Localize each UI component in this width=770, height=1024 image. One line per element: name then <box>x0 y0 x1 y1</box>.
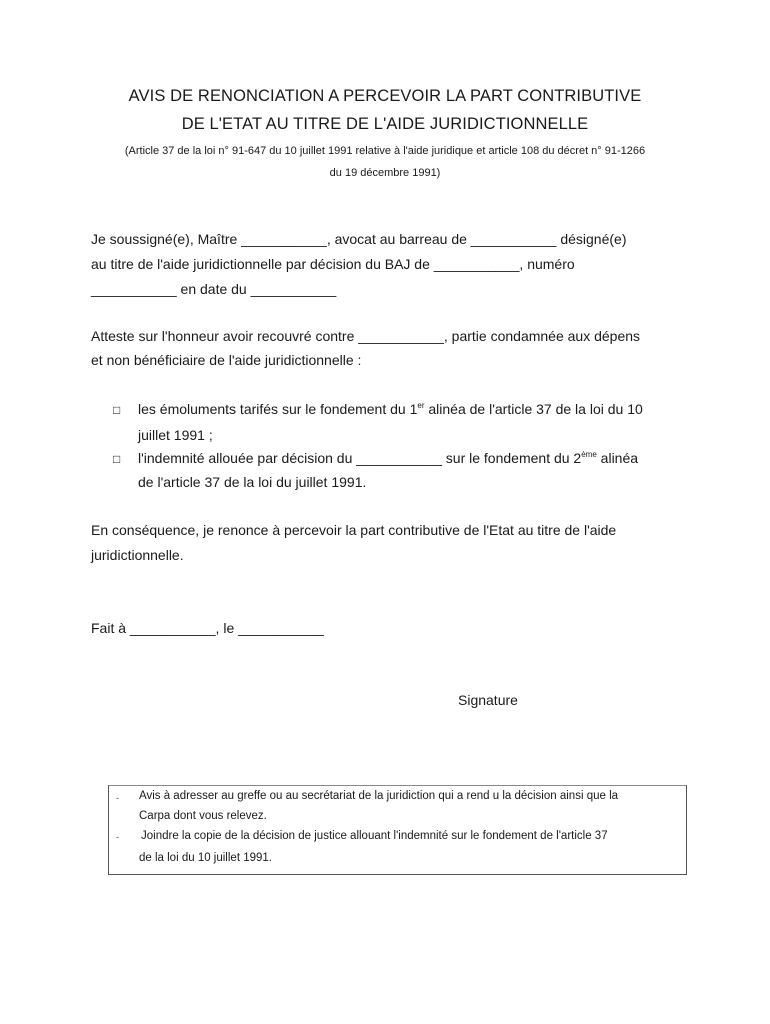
instructions-box <box>108 785 687 875</box>
instruction-1-line2-text: Carpa dont vous relevez. <box>139 810 267 822</box>
checkbox-indemnite[interactable]: □ <box>113 452 121 466</box>
option-emoluments-line2: juillet 1991 ; <box>138 427 213 443</box>
option-indemnite-text-end: alinéa <box>596 450 639 466</box>
document-title-line2: DE L'ETAT AU TITRE DE L'AIDE JURIDICTIONNELLE <box>181 115 589 133</box>
instruction-2-line2: de la loi du 10 juillet 1991. <box>139 852 272 864</box>
instruction-2-line1: Joindre la copie de la décision de justice allouant l'indemnité sur le fondement de l'article 37 <box>141 830 608 842</box>
consequence-line2: juridictionnelle. <box>91 547 184 563</box>
bullet-dash: - <box>116 832 119 842</box>
bullet-dash: - <box>116 793 119 803</box>
option-emoluments-line1 <box>138 401 643 417</box>
signature-label: Signature <box>458 692 518 708</box>
superscript-eme: ème <box>581 450 597 459</box>
legal-reference-line2: du 19 décembre 1991) <box>329 167 441 179</box>
declaration-line2: au titre de l'aide juridictionnelle par décision du BAJ de ___________, numéro <box>91 256 575 272</box>
option-indemnite-line2: de l'article 37 de la loi du juillet 1991. <box>138 474 367 490</box>
declaration-line1: Je soussigné(e), Maître ___________, avocat au barreau de ___________ désigné(e) <box>91 231 627 247</box>
option-indemnite-line1 <box>138 450 638 466</box>
attestation-line1: Atteste sur l'honneur avoir recouvré contre ___________, partie condamnée aux dépens <box>91 328 641 344</box>
checkbox-emoluments[interactable]: □ <box>113 403 121 417</box>
attestation-line2: et non bénéficiaire de l'aide juridictionnelle : <box>91 352 362 368</box>
instruction-1-line2 <box>139 810 267 822</box>
instruction-1-line1: Avis à adresser au greffe ou au secrétariat de la juridiction qui a rend u la décision ainsi que la <box>139 790 619 802</box>
legal-reference-line1: (Article 37 de la loi n° 91-647 du 10 juillet 1991 relative à l'aide juridique et article 108 du décret n° 91-1266 <box>124 145 646 157</box>
consequence-line1: En conséquence, je renonce à percevoir la part contributive de l'Etat au titre de l'aide <box>91 522 617 538</box>
declaration-line3: ___________ en date du ___________ <box>91 281 337 297</box>
legal-reference <box>60 140 710 184</box>
superscript-er: er <box>417 401 425 410</box>
option-emoluments-text: les émoluments tarifés sur le fondement du 1 <box>138 401 418 417</box>
place-date-line: Fait à ___________, le ___________ <box>91 620 324 636</box>
document-title-line1: AVIS DE RENONCIATION A PERCEVOIR LA PART CONTRIBUTIVE <box>128 87 642 105</box>
option-emoluments-text-end: alinéa de l'article 37 de la loi du 10 <box>424 401 643 417</box>
option-indemnite-text: l'indemnité allouée par décision du ___________ sur le fondement du 2 <box>138 450 582 466</box>
